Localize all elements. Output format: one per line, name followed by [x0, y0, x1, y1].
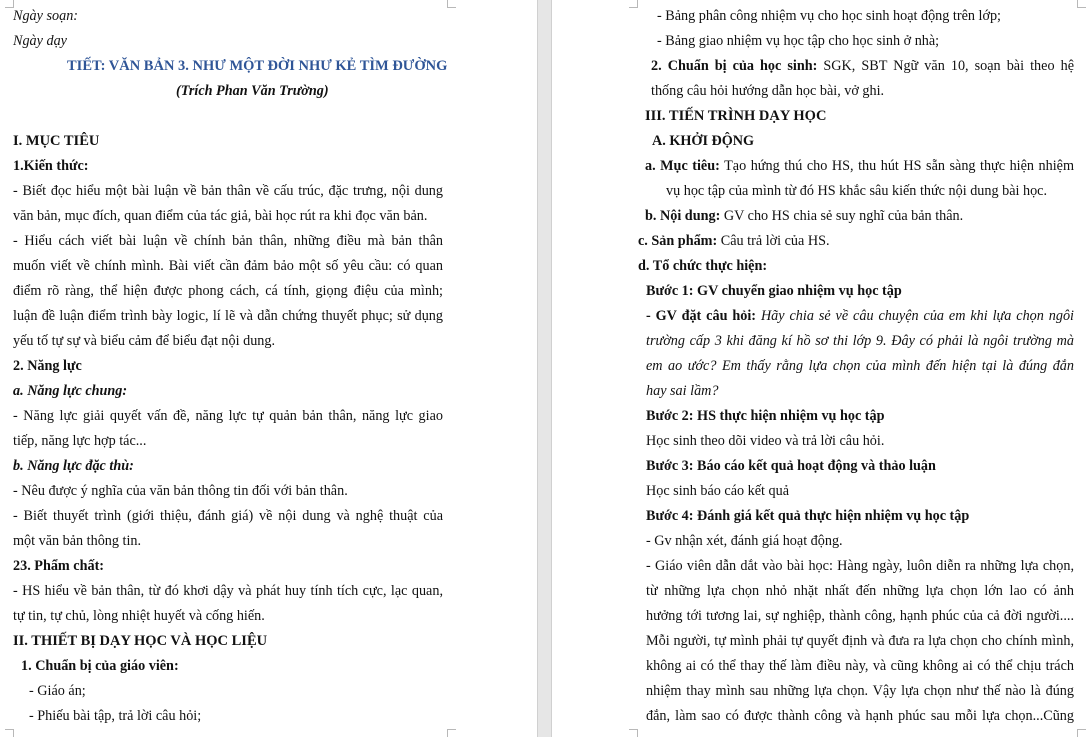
- text-line: đắn, làm sao có được thành công và hạnh phúc sau mỗi lựa chọn...Cũng: [646, 708, 1074, 724]
- crop-mark: [447, 0, 456, 8]
- text-line: trường cấp 3 khi đăng kí hồ sơ thi lớp 9. Đây có phải là ngôi trường mà: [646, 333, 1074, 349]
- text-line: từ những lựa chọn nhỏ nhặt nhất đến những lựa chọn lớn lao có ảnh: [646, 583, 1074, 599]
- text-line: [645, 207, 963, 225]
- text-line: [646, 307, 1074, 325]
- text-line: 1. Chuẩn bị của giáo viên:: [21, 658, 179, 674]
- text-line: a. Năng lực chung:: [13, 383, 128, 399]
- text-line: 23. Phẩm chất:: [13, 558, 105, 574]
- document-page-left: [0, 0, 537, 737]
- text-line: III. TIẾN TRÌNH DẠY HỌC: [645, 108, 827, 124]
- crop-mark: [1077, 0, 1086, 8]
- text-line: - Biết đọc hiểu một bài luận về bản thân về cấu trúc, đặc trưng, nội dung: [13, 183, 443, 199]
- text-line: em ao ước? Em thấy rằng lựa chọn của mình đến hiện tại là đúng đắn: [646, 358, 1074, 374]
- label-prefix: - GV đặt câu hỏi:: [646, 308, 757, 324]
- text-line: điểm rõ ràng, thể hiện được phong cách, cá tính, giọng điệu của mình;: [13, 283, 443, 299]
- text-line: yếu tố tự sự và biểu cảm để biểu đạt nội dung.: [13, 333, 276, 349]
- text-line: - Giáo viên dẫn dắt vào bài học: Hàng ngày, luôn diễn ra những lựa chọn,: [646, 558, 1074, 574]
- text-line: Ngày soạn:: [13, 8, 79, 24]
- line-body: SGK, SBT Ngữ văn 10, soạn bài theo hệ: [817, 58, 1074, 74]
- text-line: A. KHỞI ĐỘNG: [652, 133, 755, 149]
- document-page-right: [552, 0, 1087, 737]
- text-line: muốn viết về chính mình. Bài viết cần đảm bảo một số yêu cầu: có quan: [13, 258, 443, 274]
- text-line: - Hiểu cách viết bài luận về chính bản thân, những điều mà bản thân: [13, 233, 443, 249]
- line-body: GV cho HS chia sẻ suy nghĩ của bản thân.: [720, 208, 964, 224]
- text-line: [651, 57, 1074, 75]
- text-line: b. Năng lực đặc thù:: [13, 458, 134, 474]
- text-line: tiếp, năng lực hợp tác...: [13, 433, 147, 449]
- text-line: luận đề luận điểm trình bày logic, lí lẽ và dẫn chứng thuyết phục; sử dụng: [13, 308, 443, 324]
- text-line: - Gv nhận xét, đánh giá hoạt động.: [646, 533, 843, 549]
- text-line: Học sinh báo cáo kết quả: [646, 483, 790, 499]
- text-line: - Phiếu bài tập, trả lời câu hỏi;: [29, 708, 202, 724]
- crop-mark: [5, 729, 14, 737]
- text-line: Ngày dạy: [13, 33, 67, 49]
- text-line: hưởng tới tương lai, sự nghiệp, thành công, hạnh phúc của cả đời người....: [646, 608, 1074, 624]
- page-gutter: [537, 0, 552, 737]
- crop-mark: [447, 729, 456, 737]
- text-line: - Biết thuyết trình (giới thiệu, đánh giá) về nội dung và nghệ thuật của: [13, 508, 443, 524]
- text-line: Bước 4: Đánh giá kết quả thực hiện nhiệm vụ học tập: [646, 508, 970, 524]
- text-line: (Trích Phan Văn Trường): [176, 83, 329, 99]
- line-body: Câu trả lời của HS.: [717, 233, 830, 249]
- text-line: vụ học tập của mình từ đó HS khắc sâu kiến thức nội dung bài học.: [666, 183, 1048, 199]
- text-line: 2. Năng lực: [13, 358, 82, 374]
- text-line: - Năng lực giải quyết vấn đề, năng lực tự quản bản thân, năng lực giao: [13, 408, 443, 424]
- text-line: [638, 232, 830, 250]
- text-line: - Giáo án;: [29, 683, 86, 699]
- text-line: - HS hiểu về bản thân, từ đó khơi dậy và phát huy tính tích cực, lạc quan,: [13, 583, 443, 599]
- text-line: - Bảng giao nhiệm vụ học tập cho học sinh ở nhà;: [657, 33, 940, 49]
- text-line: I. MỤC TIÊU: [13, 133, 100, 149]
- text-line: d. Tổ chức thực hiện:: [638, 258, 768, 274]
- text-line: Mỗi người, tự mình phải tự quyết định và đưa ra lựa chọn cho chính mình,: [646, 633, 1074, 649]
- text-line: Học sinh theo dõi video và trả lời câu hỏi.: [646, 433, 885, 449]
- label-prefix: c. Sản phẩm:: [638, 233, 718, 249]
- line-body: Hãy chia sẻ về câu chuyện của em khi lựa chọn ngôi: [756, 308, 1074, 324]
- text-line: Bước 3: Báo cáo kết quả hoạt động và thảo luận: [646, 458, 936, 474]
- text-line: 1.Kiến thức:: [13, 158, 89, 174]
- crop-mark: [1077, 729, 1086, 737]
- text-line: một văn bản thông tin.: [13, 533, 142, 549]
- text-line: hay sai lầm?: [646, 383, 719, 399]
- crop-mark: [629, 729, 638, 737]
- text-line: - Nêu được ý nghĩa của văn bản thông tin đối với bản thân.: [13, 483, 348, 499]
- text-line: văn bản, mục đích, quan điểm của tác giả, bài học rút ra khi đọc văn bản.: [13, 208, 428, 224]
- label-prefix: b. Nội dung:: [645, 208, 721, 224]
- text-line: nhiệm thay mình sau những lựa chọn. Vậy lựa chọn như thế nào là đúng: [646, 683, 1074, 699]
- text-line: II. THIẾT BỊ DẠY HỌC VÀ HỌC LIỆU: [13, 633, 268, 649]
- text-line: [645, 157, 1074, 175]
- text-line: thống câu hỏi hướng dẫn học bài, vở ghi.: [651, 83, 885, 99]
- text-line: - Bảng phân công nhiệm vụ cho học sinh hoạt động trên lớp;: [657, 8, 1001, 24]
- crop-mark: [629, 0, 638, 8]
- line-body: Tạo hứng thú cho HS, thu hút HS sẵn sàng thực hiện nhiệm: [719, 158, 1074, 174]
- label-prefix: a. Mục tiêu:: [645, 158, 720, 174]
- text-line: Bước 2: HS thực hiện nhiệm vụ học tập: [646, 408, 885, 424]
- text-line: tự tin, tự chủ, lòng nhiệt huyết và cống hiến.: [13, 608, 265, 624]
- text-line: TIẾT: VĂN BẢN 3. NHƯ MỘT ĐỜI NHƯ KẺ TÌM ĐƯỜNG: [67, 58, 448, 74]
- text-line: Bước 1: GV chuyển giao nhiệm vụ học tập: [646, 283, 902, 299]
- label-prefix: 2. Chuẩn bị của học sinh:: [651, 58, 818, 74]
- text-line: không ai có thể thay thế làm điều này, và cũng không ai có thể chịu trách: [646, 658, 1074, 674]
